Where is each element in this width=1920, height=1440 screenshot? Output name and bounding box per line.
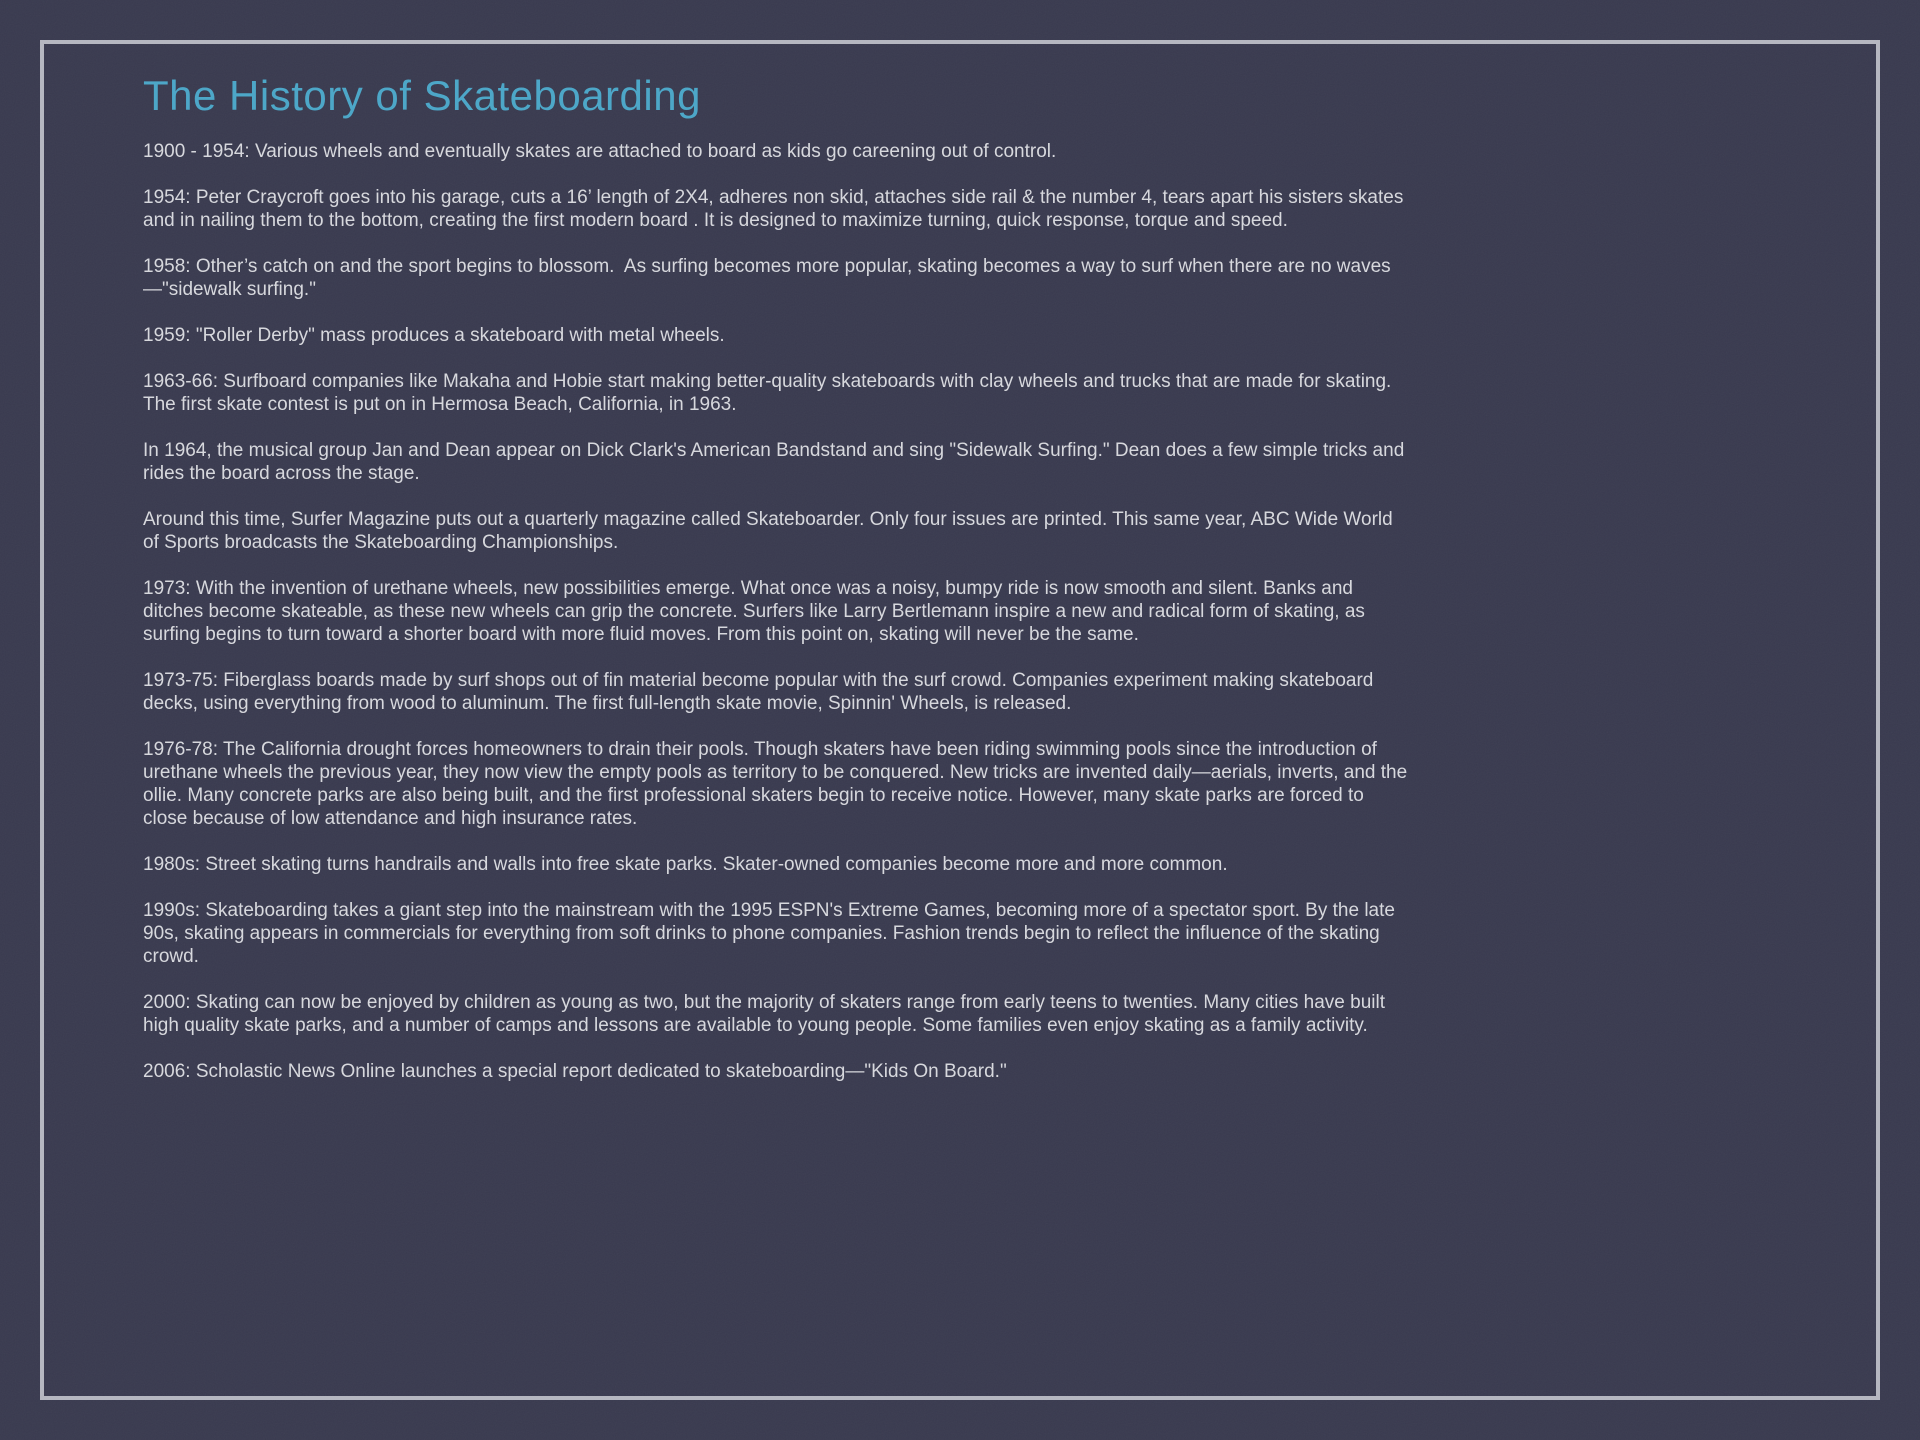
- paragraph-2006: 2006: Scholastic News Online launches a special report dedicated to skateboarding—"Kids On Board.": [143, 1061, 1007, 1083]
- paragraph-1976-78: 1976-78: The California drought forces homeowners to drain their pools. Though skaters have been riding swimming pools since the introduction of urethane wheels the previous year, they now view the empty pools as territory to be conquered. New tricks are invented daily—aerials, inverts, and the ollie. Many concrete parks are also being built, and the first professional skaters begin to receive notice. However, many skate parks are forced to close because of low attendance and high insurance rates.: [143, 739, 1413, 830]
- document-content: [143, 72, 1411, 1083]
- paragraph-1963-66: 1963-66: Surfboard companies like Makaha and Hobie start making better-quality skateboards with clay wheels and trucks that are made for skating. The first skate contest is put on in Hermosa Beach, California, in 1963.: [143, 371, 1397, 416]
- paragraph-1980s: 1980s: Street skating turns handrails and walls into free skate parks. Skater-owned companies become more and more common.: [143, 854, 1228, 876]
- paragraph-1973: 1973: With the invention of urethane wheels, new possibilities emerge. What once was a noisy, bumpy ride is now smooth and silent. Banks and ditches become skateable, as these new wheels can grip the concrete. Surfers like Larry Bertlemann inspire a new and radical form of skating, as surfing begins to turn toward a shorter board with more fluid moves. From this point on, skating will never be the same.: [143, 578, 1371, 646]
- paragraph-1954: 1954: Peter Craycroft goes into his garage, cuts a 16’ length of 2X4, adheres non skid, attaches side rail & the number 4, tears apart his sisters skates and in nailing them to the bottom, creating the first modern board . It is designed to maximize turning, quick response, torque and speed.: [143, 187, 1409, 232]
- paragraph-1959: 1959: "Roller Derby" mass produces a skateboard with metal wheels.: [143, 325, 725, 347]
- paragraph-1973-75: 1973-75: Fiberglass boards made by surf shops out of fin material become popular with the surf crowd. Companies experiment making skateboard decks, using everything from wood to aluminum. The first full-length skate movie, Spinnin' Wheels, is released.: [143, 670, 1379, 715]
- paragraph-1964: In 1964, the musical group Jan and Dean appear on Dick Clark's American Bandstand and sing "Sidewalk Surfing." Dean does a few simple tricks and rides the board across the stage.: [143, 440, 1410, 485]
- paragraph-surfer-magazine: Around this time, Surfer Magazine puts out a quarterly magazine called Skateboarder. Only four issues are printed. This same year, ABC Wide World of Sports broadcasts the Skateboarding Championships.: [143, 509, 1398, 554]
- page-title: The History of Skateboarding: [143, 72, 701, 119]
- paragraph-1990s: 1990s: Skateboarding takes a giant step into the mainstream with the 1995 ESPN's Extreme Games, becoming more of a spectator sport. By the late 90s, skating appears in commercials for everything from soft drinks to phone companies. Fashion trends begin to reflect the influence of the skating crowd.: [143, 900, 1401, 968]
- paragraph-2000: 2000: Skating can now be enjoyed by children as young as two, but the majority of skaters range from early teens to twenties. Many cities have built high quality skate parks, and a number of camps and lessons are available to young people. Some families even enjoy skating as a family activity.: [143, 992, 1391, 1037]
- paragraph-1900-1954: 1900 - 1954: Various wheels and eventually skates are attached to board as kids go careening out of control.: [143, 141, 1057, 163]
- paragraph-1958: 1958: Other’s catch on and the sport begins to blossom. As surfing becomes more popular, skating becomes a way to surf when there are no waves—"sidewalk surfing.": [143, 256, 1391, 301]
